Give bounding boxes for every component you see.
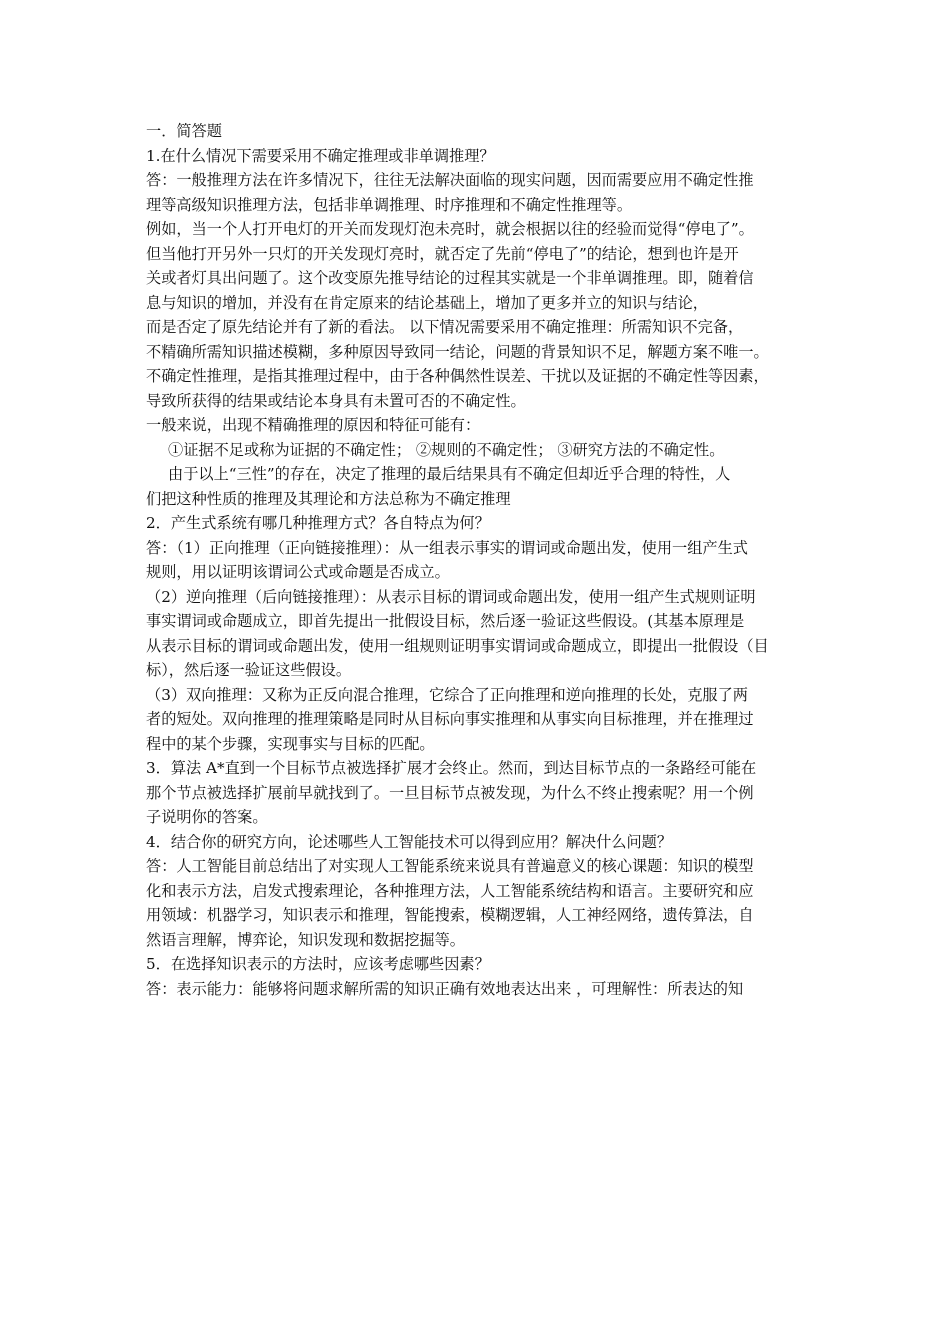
answer-2-line: 从表示目标的谓词或命题出发，使用一组规则证明事实谓词或命题成立，即提出一批假设（目	[146, 636, 769, 655]
answer-2-line: 事实谓词或命题成立，即首先提出一批假设目标，然后逐一验证这些假设。(其基本原理是	[146, 612, 745, 630]
answer-1-line: 但当他打开另外一只灯的开关发现灯亮时，就否定了先前“停电了”的结论，想到也许是开	[146, 244, 739, 263]
answer-1-line: 理等高级知识推理方法，包括非单调推理、时序推理和不确定性推理等。	[146, 195, 632, 214]
document-body	[146, 119, 808, 1001]
answer-2-line: 者的短处。双向推理的推理策略是同时从目标向事实推理和从事实向目标推理，并在推理过	[146, 710, 754, 728]
answer-1-line: 而是否定了原先结论并有了新的看法。 以下情况需要采用不确定推理：所需知识不完备，	[146, 318, 744, 336]
section-title: 一．简答题	[146, 122, 222, 140]
answer-1-line: 一般来说，出现不精确推理的原因和特征可能有：	[146, 416, 481, 434]
answer-1-line: 不精确所需知识描述模糊，多种原因导致同一结论，问题的背景知识不足，解题方案不唯一。	[146, 342, 769, 361]
answer-1-line: 关或者灯具出问题了。这个改变原先推导结论的过程其实就是一个非单调推理。即，随着信	[146, 269, 754, 287]
answer-2-line: 程中的某个步骤，实现事实与目标的匹配。	[146, 734, 435, 753]
answer-2-line: （3）双向推理：又称为正反向混合推理，它综合了正向推理和逆向推理的长处，克服了两	[146, 685, 748, 704]
answer-1-line: 不确定性推理，是指其推理过程中，由于各种偶然性误差、干扰以及证据的不确定性等因素，	[146, 367, 769, 385]
answer-1-line: 们把这种性质的推理及其理论和方法总称为不确定推理	[146, 489, 511, 508]
answer-1-line: 导致所获得的结果或结论本身具有未置可否的不确定性。	[146, 391, 526, 410]
answer-4-line: 用领域：机器学习，知识表示和推理，智能搜索，模糊逻辑，人工神经网络，遗传算法，自	[146, 906, 754, 924]
answer-2-line: （2）逆向推理（后向链接推理）：从表示目标的谓词或命题出发，使用一组产生式规则证明	[146, 587, 756, 606]
question-4: 4．结合你的研究方向，论述哪些人工智能技术可以得到应用？解决什么问题？	[146, 832, 673, 851]
question-3: 那个节点被选择扩展前早就找到了。一旦目标节点被发现，为什么不终止搜索呢？用一个例	[146, 783, 754, 802]
answer-4-line: 答：人工智能目前总结出了对实现人工智能系统来说具有普遍意义的核心课题：知识的模型	[146, 857, 754, 875]
answer-4-line: 化和表示方法，启发式搜索理论，各种推理方法，人工智能系统结构和语言。主要研究和应	[146, 881, 754, 900]
answer-2-line: 标），然后逐一验证这些假设。	[146, 661, 352, 679]
question-2: 2．产生式系统有哪几种推理方式？各自特点为何？	[146, 514, 490, 532]
answer-1-line: 息与知识的增加，并没有在肯定原来的结论基础上，增加了更多并立的知识与结论，	[146, 293, 708, 312]
question-5: 5．在选择知识表示的方法时，应该考虑哪些因素？	[146, 955, 490, 973]
question-3: 3．算法 A*直到一个目标节点被选择扩展才会终止。然而，到达目标节点的一条路经可能在	[146, 759, 757, 777]
answer-4-line: 然语言理解，博弈论，知识发现和数据挖掘等。	[146, 930, 465, 949]
answer-5-line: 答：表示能力：能够将问题求解所需的知识正确有效地表达出来 ，可理解性：所表达的知	[146, 979, 744, 998]
question-3: 子说明你的答案。	[146, 808, 268, 826]
answer-1-line: 例如，当一个人打开电灯的开关而发现灯泡未亮时，就会根据以往的经验而觉得“停电了”。	[146, 220, 754, 238]
answer-2-line: 答：（1）正向推理（正向链接推理）：从一组表示事实的谓词或命题出发，使用一组产生式	[146, 538, 748, 557]
answer-1-list: ①证据不足或称为证据的不确定性； ②规则的不确定性； ③研究方法的不确定性。	[168, 440, 725, 459]
answer-1-line: 答：一般推理方法在许多情况下，往往无法解决面临的现实问题，因而需要应用不确定性推	[146, 171, 754, 189]
question-1: 1.在什么情况下需要采用不确定推理或非单调推理？	[146, 146, 495, 165]
answer-1-line: 由于以上“三性”的存在，决定了推理的最后结果具有不确定但却近乎合理的特性，人	[168, 465, 731, 483]
answer-2-line: 规则，用以证明该谓词公式或命题是否成立。	[146, 563, 450, 581]
